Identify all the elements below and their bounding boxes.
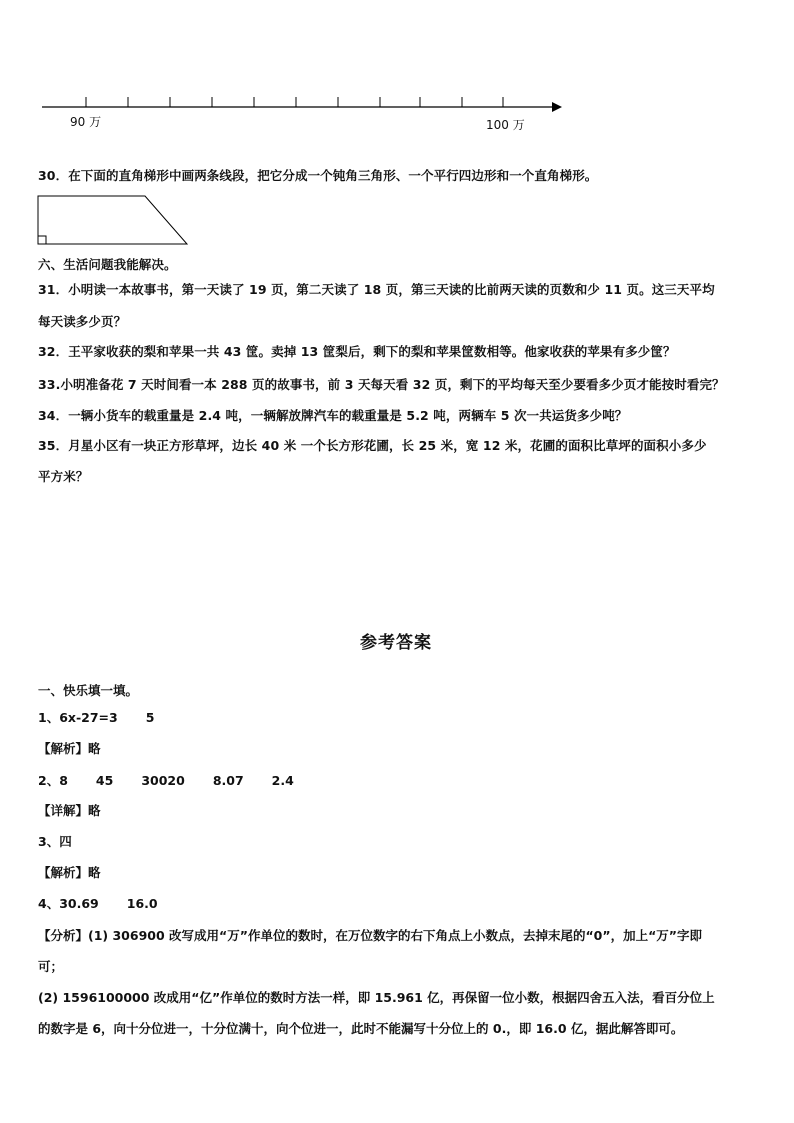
answer-1-part-2: 5: [145, 710, 155, 725]
answer-4-part-2: 16.0: [126, 896, 158, 911]
answer-1-part-1: 6x-27=3: [59, 710, 118, 725]
answer-2: [38, 771, 294, 789]
answer-3-part-1: 四: [59, 834, 72, 849]
answer-3: [38, 832, 72, 850]
answer-2-part-1: 8: [59, 773, 68, 788]
question-30: 30．在下面的直角梯形中画两条线段，把它分成一个钝角三角形、一个平行四边形和一个直角梯形。: [38, 168, 598, 183]
answer-1-number: 1、: [38, 710, 60, 725]
answer-3-note: 【解析】略: [38, 865, 101, 880]
answer-2-part-4: 8.07: [212, 773, 244, 788]
question-35-line2: 平方米？: [38, 469, 89, 484]
answer-1-note: 【解析】略: [38, 741, 101, 756]
answer-1: [38, 708, 154, 726]
question-35-line1: 35．月星小区有一块正方形草坪，边长 40 米 一个长方形花圃，长 25 米，宽 12 米，花圃的面积比草坪的面积小多少: [38, 438, 707, 453]
number-line-left-label: 90 万: [70, 115, 102, 129]
section-6-heading: 六、生活问题我能解决。: [38, 257, 177, 272]
answer-4-analysis-line2: 可；: [38, 959, 64, 974]
answer-2-note: 【详解】略: [38, 803, 101, 818]
question-31-line2: 每天读多少页？: [38, 314, 127, 329]
answer-4-number: 4、: [38, 896, 60, 911]
answer-4-analysis-line4: 的数字是 6，向十分位进一，十分位满十，向个位进一，此时不能漏写十分位上的 0.，即 16.0 亿，据此解答即可。: [38, 1021, 684, 1036]
number-line-right-label: 100 万: [486, 118, 525, 132]
answers-title: 参考答案: [360, 633, 432, 653]
question-33: 33.小明准备花 7 天时间看一本 288 页的故事书，前 3 天每天看 32 页，剩下的平均每天至少要看多少页才能按时看完？: [38, 377, 725, 392]
question-31-line1: 31．小明读一本故事书，第一天读了 19 页，第二天读了 18 页，第三天读的比前两天读的页数和少 11 页。这三天平均: [38, 282, 715, 297]
answers-section-1-heading: 一、快乐填一填。: [38, 683, 139, 698]
question-32: 32．王平家收获的梨和苹果一共 43 筐。卖掉 13 筐梨后，剩下的梨和苹果筐数相等。他家收获的苹果有多少筐？: [38, 344, 676, 359]
answer-2-part-2: 45: [95, 773, 114, 788]
question-34: 34．一辆小货车的载重量是 2.4 吨，一辆解放牌汽车的载重量是 5.2 吨，两辆车 5 次一共运货多少吨？: [38, 408, 628, 423]
answer-3-number: 3、: [38, 834, 60, 849]
answer-4: [38, 894, 158, 912]
right-trapezoid-figure: [0, 0, 794, 260]
answer-4-analysis-line1: 【分析】(1) 306900 改写成用“万”作单位的数时，在万位数字的右下角点上小数点，去掉末尾的“0”，加上“万”字即: [38, 928, 703, 943]
answer-2-part-5: 2.4: [271, 773, 294, 788]
answer-4-part-1: 30.69: [59, 896, 99, 911]
answer-2-number: 2、: [38, 773, 60, 788]
answer-2-part-3: 30020: [141, 773, 185, 788]
answer-4-analysis-line3: (2) 1596100000 改成用“亿”作单位的数时方法一样，即 15.961 亿，再保留一位小数，根据四舍五入法，看百分位上: [38, 990, 715, 1005]
